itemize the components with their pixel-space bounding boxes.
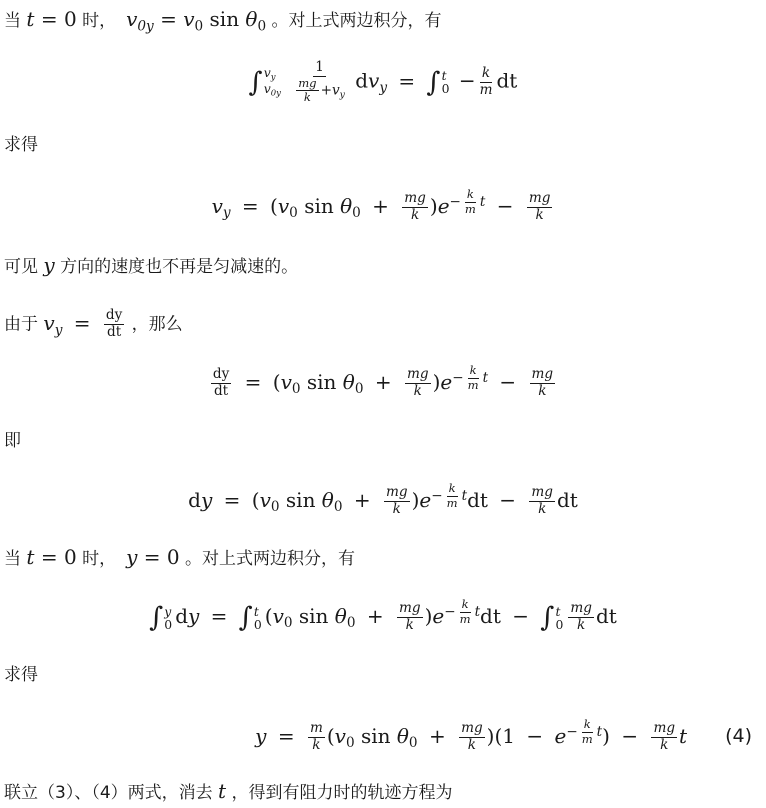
text-line-4: 由于 $v_y$ = $\frac{dy}{dt}$ ，那么 xyxy=(4,307,183,340)
text-line-7: 求得 xyxy=(4,665,38,685)
math-t-equals-0: t = 0 xyxy=(26,7,77,31)
equation-y-tagged: y = $\frac{m}{k}$ ($v_0$ $\sin \theta_0$ + $\frac{mg}{k}$ )$(1 - e^{- \frac{k}{m} t})$ − $\frac{mg}{k}$ t (4) xyxy=(255,717,752,754)
text-line-2: 求得 xyxy=(4,135,38,155)
equation-integral-vy: ∫ $v_y$ $v_{0y}$ 1 $\frac{mg}{k}$ $+v_y$ $dv_y$ = ∫ t 0 − $\frac{k}{m}$ dt xyxy=(248,58,518,104)
text-line-6: 当 t = 0 时， y = 0 。对上式两边积分，有 xyxy=(4,545,355,569)
text-line-3: 可见 y 方向的速度也不再是匀减速的。 xyxy=(4,253,299,277)
equation-integral-y: ∫ y 0 dy = ∫ t 0 ($v_0$ $\sin \theta_0$ + $\frac{mg}{k}$ )$e^{- \frac{k}{m} t}dt$ − ∫ t 0 $\frac{mg}{k}$ dt xyxy=(149,597,617,634)
text-line-5: 即 xyxy=(4,431,21,451)
text-line-1: 当 t = 0 时， $v_{0y} = v_0$ $\sin \theta_0$ 。对上式两边积分，有 xyxy=(4,7,442,35)
equation-dy: dy = ($v_0$ $\sin \theta_0$ + $\frac{mg}{k}$ )$e^{- \frac{k}{m} t}dt$ − $\frac{mg}{k}$ dt xyxy=(188,481,578,518)
text-line-8: 联立（3）、（4）两式，消去 t ，得到有阻力时的轨迹方程为 xyxy=(4,779,453,803)
math-initial-vy: $v_{0y} = v_0$ $\sin \theta_0$ xyxy=(126,7,267,35)
equation-dy-dt: $\frac{dy}{dt}$ = ($v_0$ $\sin \theta_0$ + $\frac{mg}{k}$ )$e^{- \frac{k}{m} t}$ − $\frac{mg}{k}$ xyxy=(212,363,554,400)
equation-vy: $v_y = (v_0$ $\sin \theta_0$ + $\frac{mg}{k}$ )$e^{- \frac{k}{m} t}$ − $\frac{mg}{k}$ xyxy=(211,187,551,224)
equation-number-4: (4) xyxy=(725,725,752,747)
